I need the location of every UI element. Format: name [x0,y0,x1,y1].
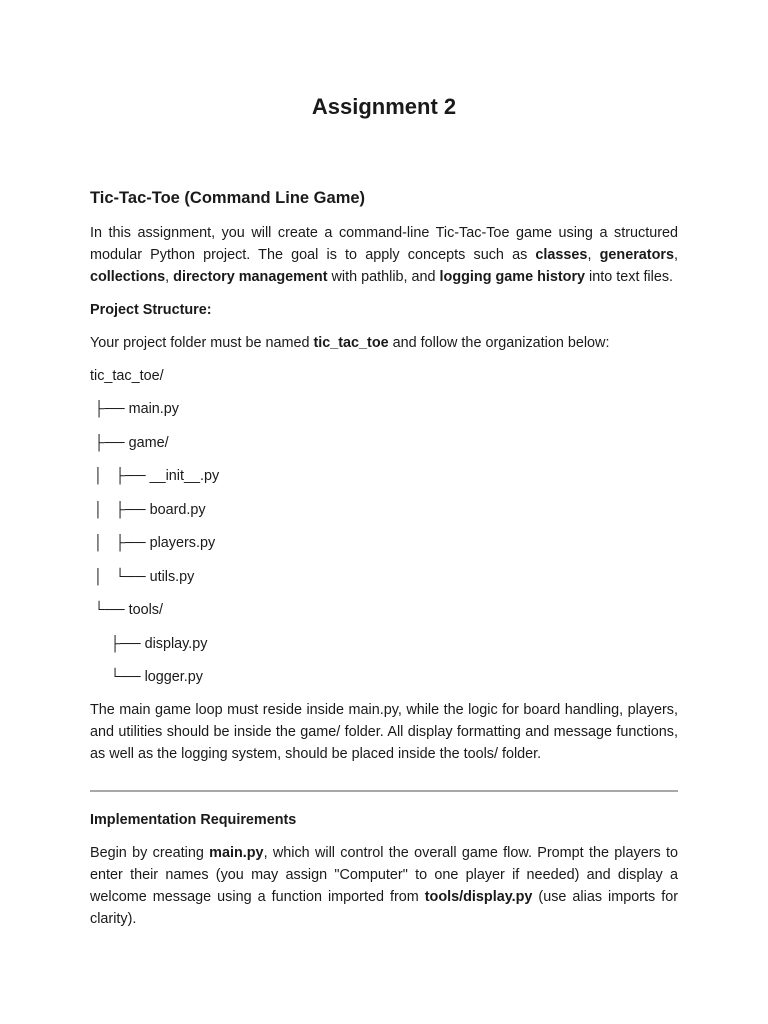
directory-tree [90,365,678,700]
structure-intro-text-2: and follow the organization below: [388,335,610,351]
implementation-requirements-label: Implementation Requirements [90,811,297,828]
tree-line: └── tools/ [90,602,163,618]
section-heading: Tic-Tac-Toe (Command Line Game) [90,189,366,207]
tree-line: │ └── utils.py [90,568,195,585]
requirements-text-1: Begin by creating [90,844,210,861]
closing-paragraph: The main game loop must reside inside main.py, while the logic for board handling, players, and utilities should be inside the game/ folder. All display formatting and message functions, as well as the logging system, should be placed inside the tools/ folder. [90,701,678,762]
requirements-bold-main-py: main.py [209,844,264,861]
tree-line: ├── main.py [90,401,179,417]
requirements-text-2: , which will control the overall game flow. Prompt the players to enter their names (you may assign "Computer" to one player if needed) and display a welcome message using a function imported from [90,844,679,905]
section-divider [90,790,678,792]
tree-line: ├── display.py [90,635,208,652]
intro-text-3: , [674,247,678,263]
structure-intro-paragraph [90,332,678,354]
tree-line: ├── game/ [90,434,169,451]
intro-bold-logging-game-history: logging game history [439,269,586,285]
project-structure-label: Project Structure: [90,302,212,318]
requirements-paragraph [90,842,678,930]
intro-bold-classes: classes [535,247,588,263]
requirements-text-3: (use alias imports for clarity). [90,888,678,927]
structure-intro-text-1: Your project folder must be named [90,335,314,351]
document-title: Assignment 2 [311,94,457,119]
tree-line: │ ├── board.py [90,501,206,518]
requirements-bold-display-py: tools/display.py [424,888,533,905]
intro-text-6: into text files. [585,269,674,285]
tree-line: │ ├── players.py [90,535,216,551]
tree-line: │ ├── __init__.py [90,468,220,484]
intro-bold-generators: generators [599,247,674,263]
document-body [90,186,678,930]
intro-bold-directory-management: directory management [173,269,328,285]
intro-text-4: , [165,269,174,285]
intro-bold-collections: collections [90,269,166,285]
intro-text-5: with pathlib, and [327,269,440,285]
tree-line: └── logger.py [90,669,203,685]
tree-line: tic_tac_toe/ [90,368,164,384]
intro-text-2: , [587,247,600,263]
intro-text-1: In this assignment, you will create a command-line Tic-Tac-Toe game using a structured modular Python project. The goal is to apply concepts such as [90,225,678,263]
structure-intro-folder-name: tic_tac_toe [313,335,389,351]
intro-paragraph [90,222,678,288]
